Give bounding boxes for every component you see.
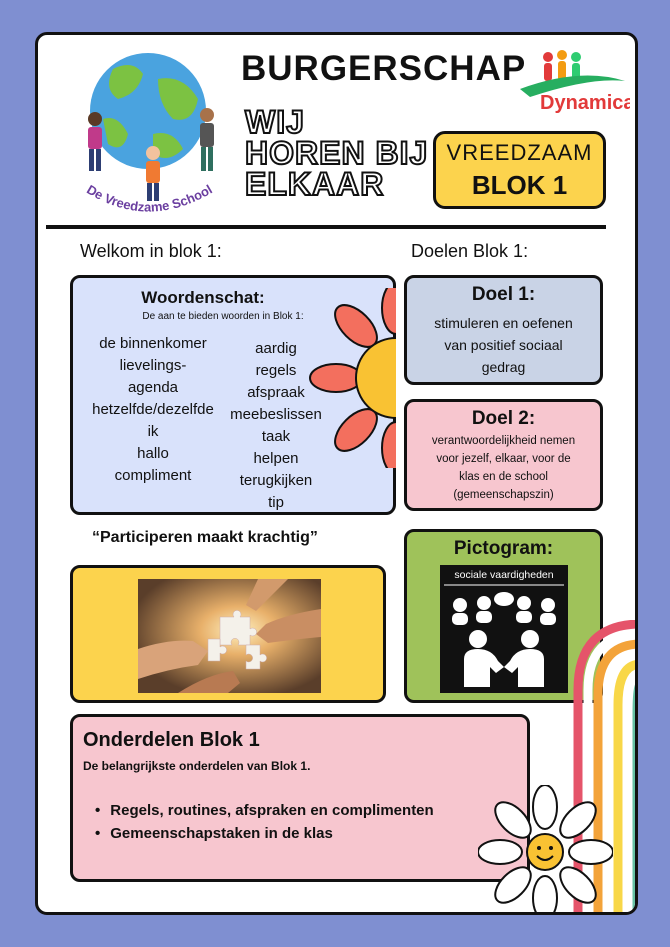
goal-1-text <box>407 312 600 378</box>
goal-1-line: stimuleren en oefenen <box>434 315 573 331</box>
page-title: BURGERSCHAP <box>241 49 527 88</box>
vocab-word: afspraak <box>247 384 305 401</box>
vocab-word: meebeslissen <box>230 406 322 423</box>
vocabulary-column-1 <box>79 333 227 487</box>
goal-2-line: klas en de school <box>459 471 548 483</box>
vocab-word: hetzelfde/dezelfde <box>92 401 214 418</box>
goal-1-card <box>404 275 603 385</box>
header-divider <box>46 225 606 229</box>
goal-2-card <box>404 399 603 511</box>
motto <box>245 104 435 202</box>
block-badge <box>433 131 606 209</box>
block-label: BLOK 1 <box>471 170 568 200</box>
vocab-word: compliment <box>114 467 192 484</box>
poster-page <box>35 32 638 915</box>
vocabulary-title: Woordenschat: <box>141 288 265 307</box>
motto-line-2: HOREN BIJ <box>245 135 429 171</box>
vocab-word: de binnenkomer <box>99 335 207 352</box>
vocab-word: aardig <box>255 340 297 357</box>
school-logo <box>73 49 223 219</box>
goal-1-line: gedrag <box>481 359 526 375</box>
goal-1-line: van positief sociaal <box>444 337 563 353</box>
goal-1-title: Doel 1: <box>471 284 536 305</box>
list-item: • Regels, routines, afspraken en complimenten <box>95 799 434 822</box>
motto-line-3: ELKAAR <box>245 166 385 202</box>
parts-card <box>70 714 530 882</box>
welcome-heading: Welkom in blok 1: <box>80 241 222 261</box>
theme-label: VREEDZAAM <box>446 140 593 165</box>
goal-2-text <box>407 432 600 504</box>
vocab-word: agenda <box>127 379 179 396</box>
goal-2-line: (gemeenschapszin) <box>453 489 554 501</box>
goals-heading: Doelen Blok 1: <box>411 241 529 261</box>
vocab-word: hallo <box>137 445 169 462</box>
parts-subtitle: De belangrijkste onderdelen van Blok 1. <box>83 759 311 773</box>
school-logo-text: De Vreedzame School <box>84 181 215 215</box>
pictogram-title: Pictogram: <box>453 538 554 559</box>
flower-decoration <box>306 288 396 468</box>
pictogram-label: sociale vaardigheden <box>454 569 554 581</box>
vocab-word: regels <box>255 362 297 379</box>
parts-list <box>95 799 434 845</box>
parts-title: Onderdelen Blok 1 <box>83 729 260 751</box>
puzzle-card <box>70 565 386 703</box>
goal-2-line: verantwoordelijkheid nemen <box>431 435 576 447</box>
smiling-daisy-decoration <box>478 785 613 915</box>
dynamica-logo-text: Dynamica <box>540 92 630 114</box>
vocab-word: helpen <box>253 450 299 467</box>
goal-2-title: Doel 2: <box>471 408 536 429</box>
vocab-word: tip <box>268 494 284 511</box>
vocab-word: terugkijken <box>239 472 313 489</box>
quote: “Participeren maakt krachtig” <box>92 529 318 546</box>
vocabulary-subtitle: De aan te bieden woorden in Blok 1: <box>142 311 304 322</box>
goal-2-line: voor jezelf, elkaar, voor de <box>436 453 571 465</box>
dynamica-logo <box>490 49 630 119</box>
vocab-word: ik <box>147 423 159 440</box>
vocab-word: lievelings- <box>119 357 187 374</box>
puzzle-hands-image <box>138 579 321 693</box>
list-item: • Gemeenschapstaken in de klas <box>95 822 434 845</box>
motto-line-1: WIJ <box>245 104 305 140</box>
vocab-word: taak <box>261 428 291 445</box>
